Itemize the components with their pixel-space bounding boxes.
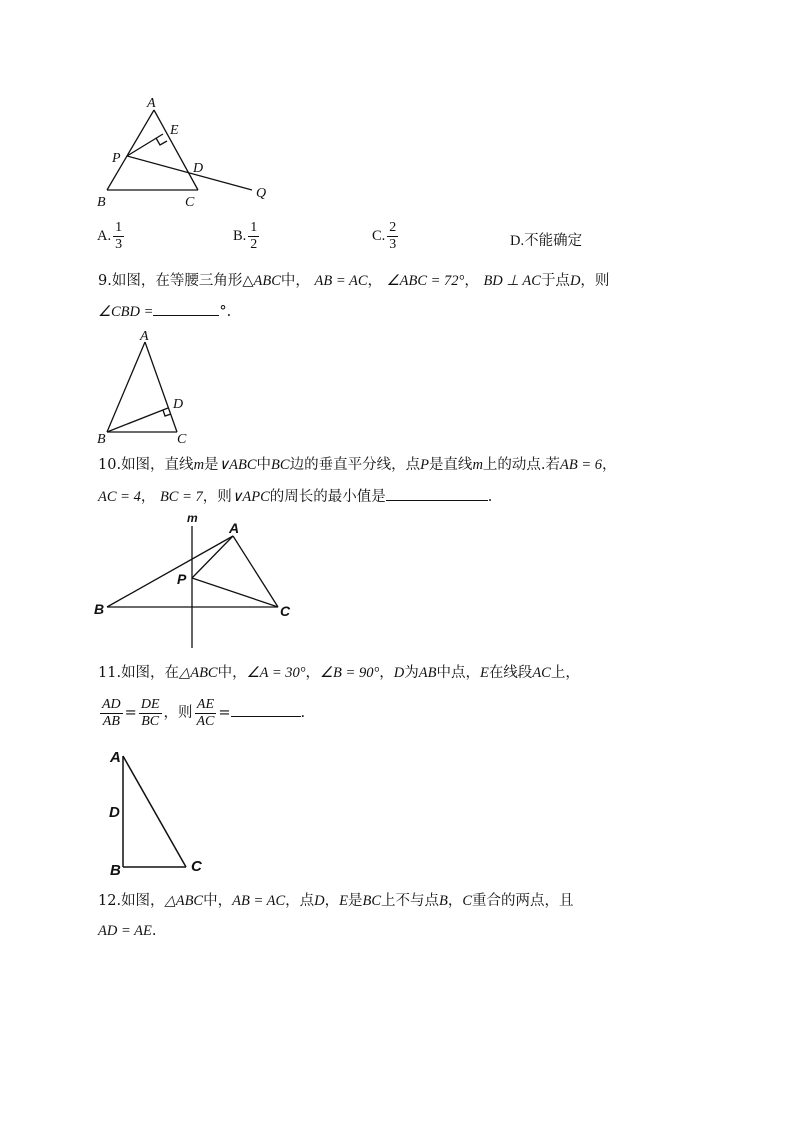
figure-q11 — [100, 740, 215, 880]
label-d: D — [193, 161, 204, 176]
answer-blank-11[interactable] — [231, 702, 301, 717]
question-12-line-1: 12.如图，△ABC中，AB = AC，点D，E是BC上不与点B，C重合的两点，且 — [98, 893, 574, 909]
label-a: A — [229, 520, 240, 536]
label-a: A — [110, 749, 121, 766]
segment-ab — [107, 536, 233, 607]
option-c[interactable]: C. $\frac{2}{3}$ — [372, 220, 397, 252]
label-a: A — [147, 96, 156, 111]
segment-ac — [154, 110, 198, 190]
label-a: A — [140, 329, 149, 344]
label-e: E — [170, 123, 179, 138]
option-a[interactable]: A. $\frac{1}{3}$ — [97, 220, 123, 252]
label-d: D — [109, 804, 120, 821]
label-c: C — [191, 858, 202, 875]
answer-blank-9[interactable] — [153, 301, 219, 316]
question-12-line-2: AD = AE. — [98, 923, 157, 939]
label-c: C — [185, 195, 195, 210]
right-angle-mark — [156, 138, 167, 145]
label-c: C — [177, 432, 187, 447]
segment-ac — [145, 342, 177, 432]
question-11-line-1: 11.如图，在△ABC中，∠A = 30°，∠B = 90°，D为AB中点，E在线段AC上， — [98, 665, 580, 681]
label-p: P — [177, 571, 187, 587]
answer-blank-10[interactable] — [386, 486, 488, 501]
segment-ab — [107, 110, 154, 190]
segment-ac — [233, 536, 278, 607]
question-10-line-2: AC = 4， BC = 7，则∨APC的周长的最小值是 . — [98, 486, 492, 507]
label-b: B — [97, 432, 106, 447]
figure-q8 — [90, 94, 280, 214]
option-b[interactable]: B. $\frac{1}{2}$ — [233, 220, 258, 252]
question-10-line-1: 10.如图，直线m是∨ABC中BC边的垂直平分线，点P是直线m上的动点.若AB = 6， — [98, 457, 617, 473]
label-c: C — [280, 603, 291, 619]
question-9-line-2: ∠CBD = °. — [98, 301, 231, 322]
label-m: m — [187, 511, 198, 525]
label-p: P — [112, 151, 121, 166]
segment-pa — [192, 536, 233, 578]
segment-ac — [123, 756, 186, 867]
segment-pq — [127, 156, 252, 190]
question-9-line-1: 9.如图，在等腰三角形△ABC中， AB = AC， ∠ABC = 72°， BD ⊥ AC于点D，则 — [98, 273, 610, 289]
segment-ab — [107, 342, 145, 432]
segment-pc — [192, 578, 278, 607]
figure-q9 — [90, 326, 200, 448]
figure-q10 — [90, 510, 300, 652]
question-11-line-2: $\frac{AD}{AB}$ = $\frac{DE}{BC}$ ，则 $\frac{AE}{AC}$ = . — [102, 696, 306, 729]
label-d: D — [173, 397, 184, 412]
label-b: B — [97, 195, 106, 210]
option-d[interactable]: D.不能确定 — [510, 233, 583, 249]
label-b: B — [94, 601, 105, 617]
label-q: Q — [256, 186, 267, 201]
segment-pe — [127, 134, 163, 156]
label-b: B — [110, 862, 121, 879]
